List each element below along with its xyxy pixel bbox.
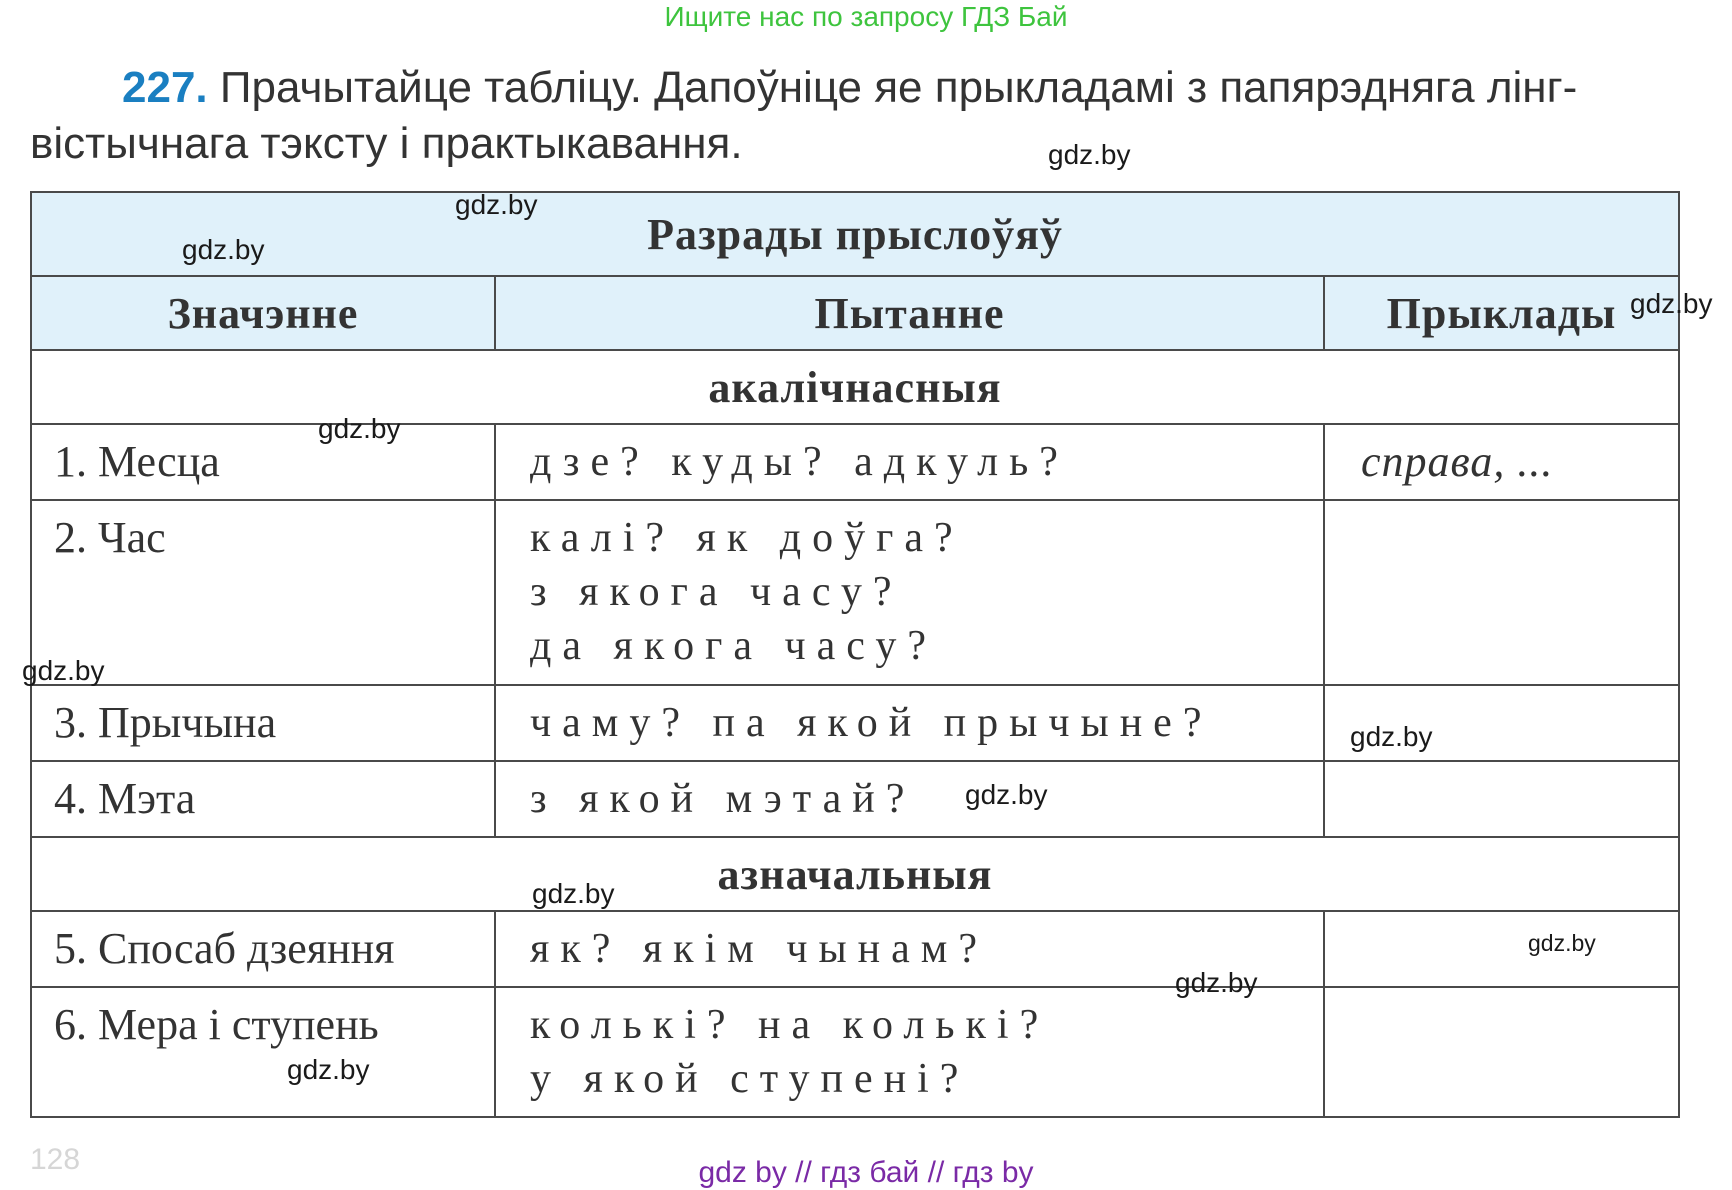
group-header-circumstantial: акалічнасныя: [31, 350, 1679, 424]
group-header-attributive: азначальныя: [31, 837, 1679, 911]
table-title: Разрады прыслоўяў: [31, 192, 1679, 276]
example-cell: [1324, 911, 1679, 987]
watermark: gdz.by: [455, 189, 538, 220]
watermark: gdz.by: [182, 234, 265, 265]
table-row: [31, 911, 1679, 987]
example-cell: [1324, 761, 1679, 837]
meaning-cell: 2. Час: [31, 500, 495, 685]
watermark: gdz.by: [1528, 930, 1596, 956]
question-cell: колькі? на колькі? у якой ступені?: [495, 987, 1324, 1117]
meaning-cell: 1. Месца: [31, 424, 495, 500]
watermark: gdz.by: [1350, 721, 1433, 752]
watermark: gdz.by: [1630, 288, 1713, 319]
question-cell: чаму? па якой прычыне?: [495, 685, 1324, 761]
meaning-cell: 3. Прычына: [31, 685, 495, 761]
watermark: gdz.by: [287, 1054, 370, 1085]
page-number: 128: [30, 1143, 81, 1176]
watermark: gdz.by: [22, 655, 105, 686]
column-header-examples: Прыклады: [1324, 276, 1679, 350]
adverb-categories-table: [30, 191, 1680, 1118]
task-line-1: [30, 60, 1680, 116]
example-cell: [1324, 987, 1679, 1117]
task-number: 227.: [122, 63, 208, 112]
task-instruction: Прачытайце табліцу. Дапоўніце яе прыкладамі з папярэдняга лінг-: [219, 63, 1578, 112]
watermark: gdz.by: [965, 779, 1048, 810]
meaning-cell: 6. Мера і ступень: [31, 987, 495, 1117]
question-cell: як? якім чынам?: [495, 911, 1324, 987]
column-header-question: Пытанне: [495, 276, 1324, 350]
task-line-2: вістычнага тэксту і практыкавання.: [30, 119, 743, 168]
example-cell: справа, ...: [1324, 424, 1679, 500]
question-cell: дзе? куды? адкуль?: [495, 424, 1324, 500]
watermark: gdz.by: [1175, 967, 1258, 998]
task-text: [30, 60, 1680, 172]
column-header-meaning: Значэнне: [31, 276, 495, 350]
table-row: [31, 424, 1679, 500]
search-banner: Ищите нас по запросу ГДЗ Бай: [664, 1, 1068, 32]
footer-watermark: gdz by // гдз бай // гдз by: [698, 1156, 1034, 1189]
example-cell: [1324, 500, 1679, 685]
table-row: [31, 761, 1679, 837]
table-row: [31, 500, 1679, 685]
meaning-cell: 4. Мэта: [31, 761, 495, 837]
watermark: gdz.by: [318, 413, 401, 444]
meaning-cell: 5. Спосаб дзеяння: [31, 911, 495, 987]
table-row: [31, 987, 1679, 1117]
watermark: gdz.by: [532, 878, 615, 909]
watermark: gdz.by: [1048, 139, 1131, 170]
question-cell: калі? як доўга? з якога часу? да якога часу?: [495, 500, 1324, 685]
question-cell: з якой мэтай?: [495, 761, 1324, 837]
